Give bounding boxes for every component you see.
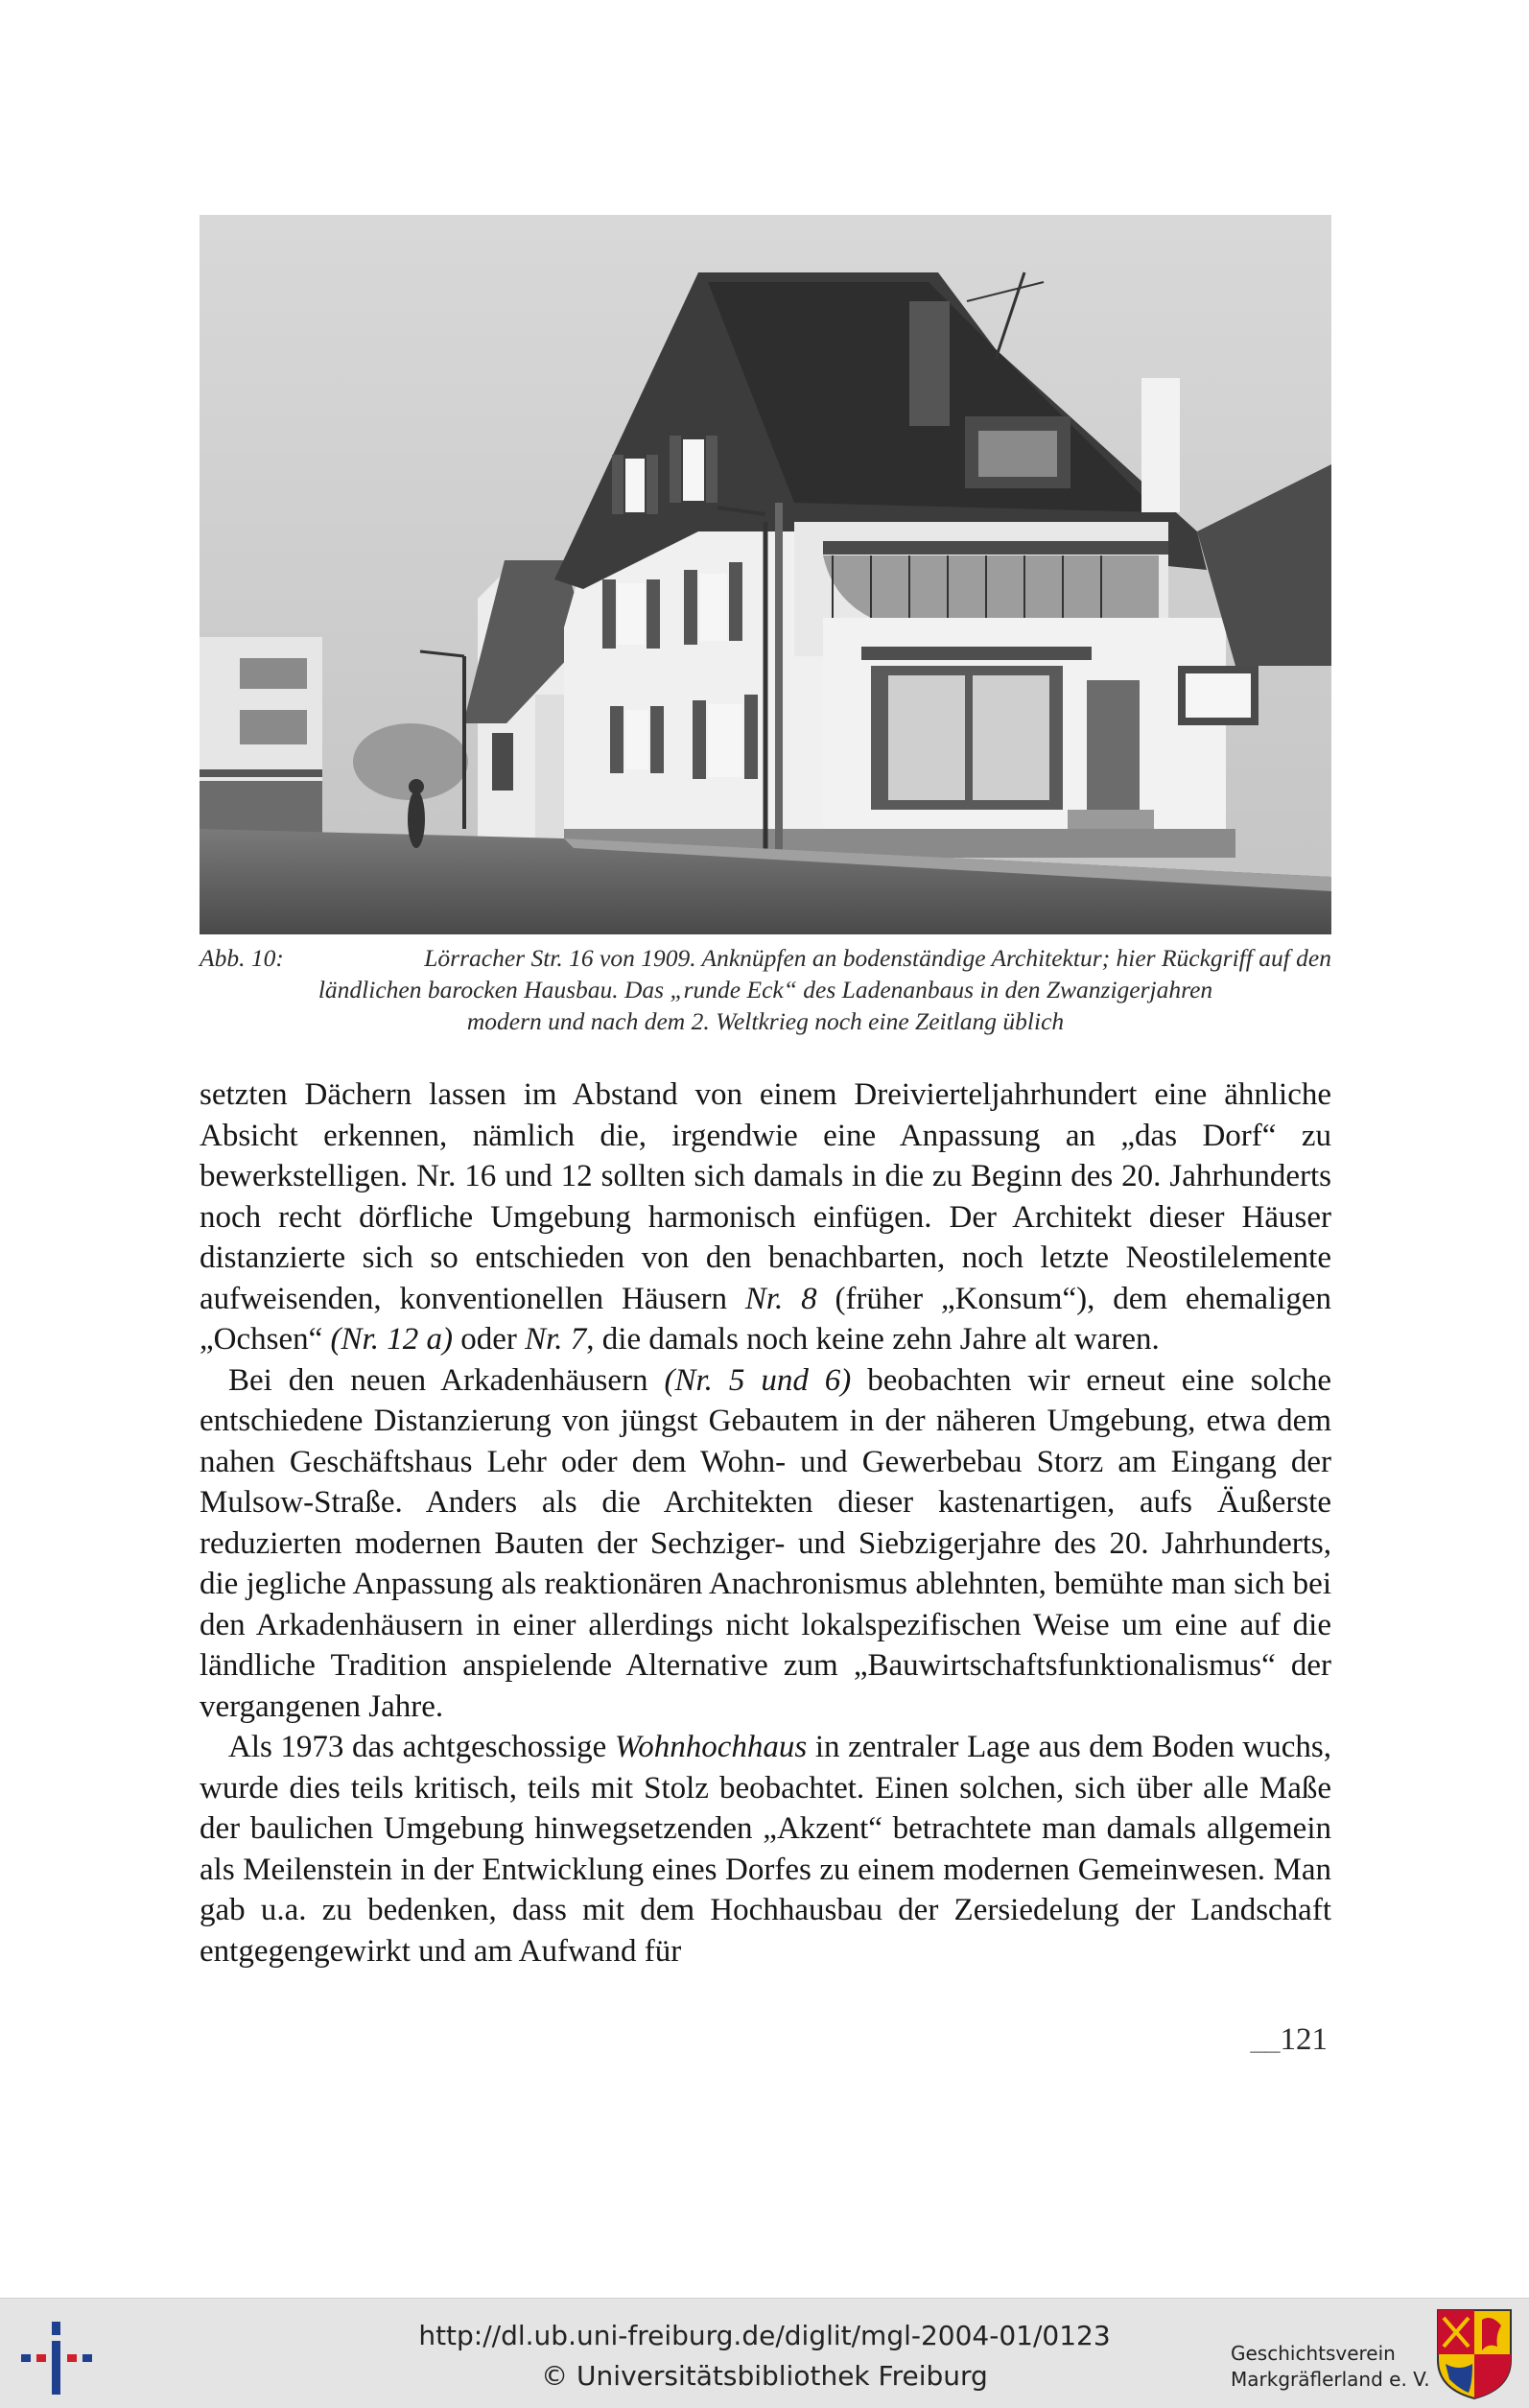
house-photograph: [200, 215, 1331, 934]
caption-line-1: [200, 942, 1331, 974]
caption-line-1-text: Lörracher Str. 16 von 1909. Anknüpfen an bodenständige Architektur; hier Rückgriff auf den: [424, 944, 1331, 972]
paragraph-1-text-a: setzten Dächern lassen im Abstand von einem Dreivierteljahrhundert eine ähnliche Absicht erkennen, nämlich die, irgendwie eine Anpassung an „das Dorf“ zu bewerkstelligen. Nr. 16 und 12 sollten sich damals in die zu Beginn des 20. Jahrhunderts noch recht dörfliche Umgebung harmonisch einfügen. Der Architekt dieser Häuser distanzierte sich so entschieden von den benachbarten, noch letzte Neostilelemente aufweisenden, konventionellen Häusern: [200, 1077, 1331, 1316]
caption-line-2: ländlichen barocken Hausbau. Das „runde Eck“ des Ladenanbaus in den Zwanzigerjahren: [318, 976, 1213, 1003]
paragraph-3-text-b: in zentraler Lage aus dem Boden wuchs, wurde dies teils kritisch, teils mit Stolz beobachtet. Einen solchen, sich über alle Maße der baulichen Umgebung hinwegsetzenden „Akzent“ betrachtete man damals allgemein als Meilenstein in der Entwicklung eines Dorfes zu einem modernen Gemeinwesen. Man gab u.a. zu bedenken, dass mit dem Hochhausbau der Zersiedelung der Landschaft entgegengewirkt und am Aufwand für: [200, 1730, 1331, 1969]
house-photo-drawing: [200, 215, 1331, 934]
paragraph-2-text-b: beobachten wir erneut eine solche entschiedene Distanzierung von jüngst Gebautem in der näheren Umgebung, etwa dem nahen Geschäftshaus Lehr oder dem Wohn- und Gewerbebau Storz am Eingang der Mulsow-Straße. Anders als die Architekten dieser kastenartigen, aufs Äußerste reduzierten modernen Bauten der Sechziger- und Siebzigerjahre des 20. Jahrhunderts, die jegliche Anpassung als reaktionären Anachronismus ablehnten, bemühte man sich bei den Arkadenhäusern in einer allerdings nicht lokalspezifischen Weise um eine auf die ländliche Tradition anspielende Alternative zum „Bauwirtschaftsfunktionalismus“ der vergangenen Jahre.: [200, 1362, 1331, 1724]
page-number: [1251, 2022, 1329, 2058]
paragraph-2: [200, 1360, 1331, 1728]
footer-bar: [0, 2298, 1529, 2408]
paragraph-2-text-a: Bei den neuen Arkadenhäusern: [228, 1362, 665, 1398]
footer-url[interactable]: http://dl.ub.uni-freiburg.de/diglit/mgl-2004-01/0123: [418, 2320, 1111, 2351]
paragraph-1-italic-b: (Nr. 12 a): [330, 1322, 453, 1357]
page-number-value: 121: [1280, 2022, 1328, 2057]
caption-line-3: modern und nach dem 2. Weltkrieg noch eine Zeitlang üblich: [466, 1007, 1065, 1035]
paragraph-2-italic-a: (Nr. 5 und 6): [664, 1362, 852, 1398]
body-text: [200, 1074, 1331, 1971]
paragraph-3: [200, 1727, 1331, 1971]
paragraph-1: [200, 1074, 1331, 1360]
figure-caption: [200, 942, 1331, 1037]
page-number-dash: __: [1250, 2022, 1279, 2057]
paragraph-3-italic-a: Wohnhochhaus: [614, 1730, 808, 1764]
paragraph-1-italic-a: Nr. 8: [744, 1281, 817, 1316]
paragraph-3-text-a: Als 1973 das achtgeschossige: [228, 1730, 615, 1764]
society-line-2: Markgräflerland e. V.: [1231, 2368, 1430, 2391]
society-name: [1231, 2341, 1442, 2393]
footer-copyright: © Universitätsbibliothek Freiburg: [541, 2360, 988, 2392]
paragraph-1-text-b: (früher „Konsum“), dem ehemaligen „Ochsen“: [200, 1281, 1331, 1357]
paragraph-1-text-d: , die damals noch keine zehn Jahre alt waren.: [586, 1322, 1160, 1357]
paragraph-1-italic-c: Nr. 7: [525, 1322, 587, 1357]
caption-label: Abb. 10:: [200, 944, 284, 972]
paragraph-1-text-c: oder: [452, 1322, 526, 1357]
society-line-1: Geschichtsverein: [1231, 2342, 1396, 2365]
coat-of-arms-icon: [1434, 2306, 1515, 2400]
